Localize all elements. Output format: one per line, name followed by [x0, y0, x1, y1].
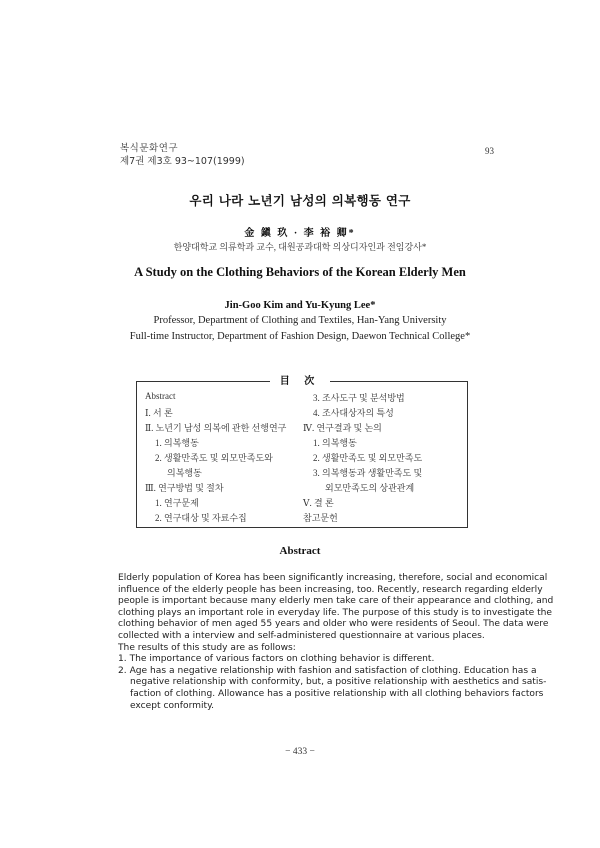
- toc-item: 1. 의복행동: [155, 438, 199, 448]
- english-title: A Study on the Clothing Behaviors of the Korean Elderly Men: [134, 265, 466, 279]
- toc-item: Abstract: [145, 391, 176, 401]
- toc-item: 1. 연구문제: [155, 498, 199, 508]
- abstract-line: people is important because many elderly men take care of their appearance and clothing, and: [118, 596, 554, 607]
- toc-item: Ⅳ. 연구결과 및 논의: [303, 423, 382, 433]
- abstract-line: faction of clothing. Allowance has a positive relationship with all clothing behaviors factors: [130, 688, 544, 699]
- abstract-line: negative relationship with conformity, but, a positive relationship with aesthetics and satis-: [130, 677, 547, 688]
- toc-item: 외모만족도의 상관관계: [325, 483, 415, 493]
- abstract-line: 1. The importance of various factors on clothing behavior is different.: [118, 654, 435, 665]
- korean-affiliation: 한양대학교 의류학과 교수, 대원공과대학 의상디자인과 전임강사*: [173, 242, 427, 252]
- toc-item: 2. 생활만족도 및 외모만족도와: [155, 453, 273, 463]
- toc-item: Ⅲ. 연구방법 및 절차: [145, 483, 224, 493]
- abstract-line: except conformity.: [130, 700, 215, 711]
- korean-title: 우리 나라 노년기 남성의 의복행동 연구: [189, 193, 411, 208]
- toc-item: 3. 조사도구 및 분석방법: [313, 393, 405, 403]
- page-number-top: 93: [485, 146, 494, 156]
- toc-item: 참고문헌: [303, 513, 338, 523]
- toc-item: Ⅰ. 서 론: [145, 408, 173, 418]
- abstract-heading: Abstract: [279, 545, 321, 557]
- page-number-bottom: − 433 −: [285, 747, 315, 757]
- english-affiliation-1: Professor, Department of Clothing and Textiles, Han-Yang University: [153, 315, 447, 326]
- abstract-line: collected with a interview and self-administered questionnaire at various places.: [118, 630, 485, 641]
- abstract-line: 2. Age has a negative relationship with fashion and satisfaction of clothing. Education has a: [118, 665, 537, 676]
- journal-volume-info: 제7권 제3호 93~107(1999): [120, 156, 245, 167]
- toc-item: Ⅱ. 노년기 남성 의복에 관한 선행연구: [145, 423, 287, 433]
- toc-title: 目 次: [270, 372, 330, 387]
- abstract-line: The results of this study are as follows:: [118, 642, 296, 653]
- toc-item: 3. 의복행동과 생활만족도 및: [313, 468, 423, 478]
- abstract-line: clothing behavior of men aged 55 years and older who were residents of Seoul. The data were: [118, 619, 549, 630]
- toc-item: Ⅴ. 결 론: [303, 498, 334, 508]
- abstract-body: [118, 573, 554, 712]
- abstract-line: Elderly population of Korea has been significantly increasing, therefore, social and economical: [118, 573, 548, 583]
- korean-authors: 金 鎭 玖 · 李 裕 卿*: [244, 228, 356, 239]
- english-affiliation-2: Full-time Instructor, Department of Fashion Design, Daewon Technical College*: [129, 331, 471, 342]
- abstract-line: influence of the elderly people has been increasing, too. Recently, research regarding elderly: [118, 584, 543, 595]
- toc-item: 2. 연구대상 및 자료수집: [155, 513, 247, 523]
- journal-name: 복식문화연구: [120, 143, 179, 154]
- table-of-contents: [136, 381, 468, 528]
- toc-item: 2. 생활만족도 및 외모만족도: [313, 453, 423, 463]
- toc-item: 4. 조사대상자의 특성: [313, 408, 394, 418]
- toc-item: 1. 의복행동: [313, 438, 357, 448]
- abstract-line: clothing plays an important role in everyday life. The purpose of this study is to investigate the: [118, 607, 553, 618]
- english-authors: Jin-Goo Kim and Yu-Kyung Lee*: [224, 300, 376, 311]
- toc-item: 의복행동: [167, 468, 202, 478]
